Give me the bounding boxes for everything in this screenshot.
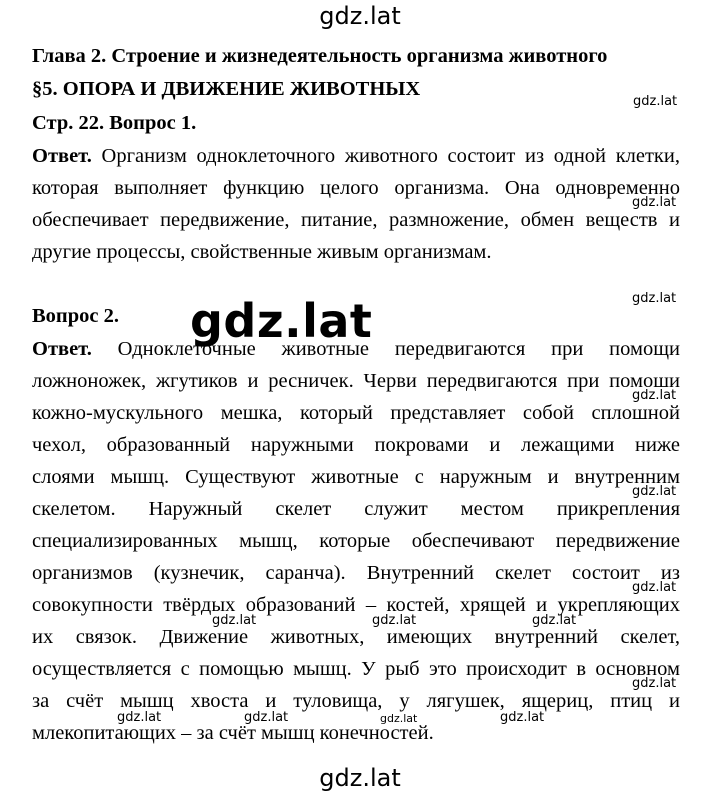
- watermark-small: gdz.lat: [633, 94, 678, 109]
- watermark-small: gdz.lat: [500, 710, 545, 725]
- q1-line-3: обеспечивает передвижение, питание, размножение, обмен веществ и: [32, 209, 680, 231]
- watermark-small: gdz.lat: [632, 388, 677, 403]
- q2-line-1: [32, 337, 680, 362]
- q2-line-3: кожно-мускульного мешка, который представляет собой сплошной: [32, 402, 680, 424]
- q2-line-2: ложноножек, жгутиков и ресничек. Черви передвигаются при помоши: [32, 370, 680, 392]
- watermark-bottom: gdz.lat: [319, 764, 401, 792]
- q2-line-7: специализированных мышц, которые обеспечивают передвижение: [32, 530, 680, 552]
- q1-line-text: Организм одноклеточного животного состоит из одной клетки,: [91, 145, 680, 167]
- watermark-small: gdz.lat: [212, 613, 257, 628]
- section-title: §5. ОПОРА И ДВИЖЕНИЕ ЖИВОТНЫХ: [32, 78, 421, 100]
- q2-line-9: совокупности твёрдых образований – костей, хрящей и укрепляющих: [32, 594, 680, 616]
- q2-line-4: чехол, образованный наружными покровами и лежащими ниже: [32, 434, 680, 456]
- q2-line-13: млекопитающих – за счёт мышц конечностей.: [32, 722, 434, 744]
- chapter-title: Глава 2. Строение и жизнедеятельность организма животного: [32, 45, 608, 67]
- watermark-small: gdz.lat: [632, 484, 677, 499]
- watermark-small-partial: gdz.lat: [380, 712, 418, 725]
- question-2-heading: Вопрос 2.: [32, 305, 119, 327]
- q1-answer-label: Ответ.: [32, 145, 92, 167]
- watermark-top: gdz.lat: [319, 2, 401, 30]
- watermark-small: gdz.lat: [632, 291, 677, 306]
- watermark-small: gdz.lat: [244, 710, 289, 725]
- q2-line-10: их связок. Движение животных, имеющих внутренний скелет,: [32, 626, 680, 648]
- watermark-small: gdz.lat: [532, 613, 577, 628]
- question-1-heading: Стр. 22. Вопрос 1.: [32, 112, 197, 134]
- q2-line-8: организмов (кузнечик, саранча). Внутренний скелет состоит из: [32, 562, 680, 584]
- q2-line-12: за счёт мышц хвоста и туловища, у лягушек, ящериц, птиц и: [32, 690, 680, 712]
- q2-answer-label: Ответ.: [32, 338, 92, 360]
- watermark-small: gdz.lat: [117, 710, 162, 725]
- watermark-small: gdz.lat: [632, 195, 677, 210]
- watermark-small: gdz.lat: [632, 580, 677, 595]
- q2-line-6: скелетом. Наружный скелет служит местом прикрепления: [32, 498, 680, 520]
- q1-line-4: другие процессы, свойственные живым организмам.: [32, 241, 492, 263]
- q2-line-11: осуществляется с помощью мышц. У рыб это происходит в основном: [32, 658, 680, 680]
- watermark-small: gdz.lat: [632, 676, 677, 691]
- watermark-big: gdz.lat: [190, 294, 373, 348]
- q2-line-text: Одноклеточные животные передвигаются при помощи: [91, 338, 680, 360]
- q2-line-5: слоями мышц. Существуют животные с наружным и внутренним: [32, 466, 680, 488]
- watermark-small: gdz.lat: [372, 613, 417, 628]
- q1-line-1: [32, 144, 680, 169]
- q1-line-2: которая выполняет функцию целого организма. Она одновременно: [32, 177, 680, 199]
